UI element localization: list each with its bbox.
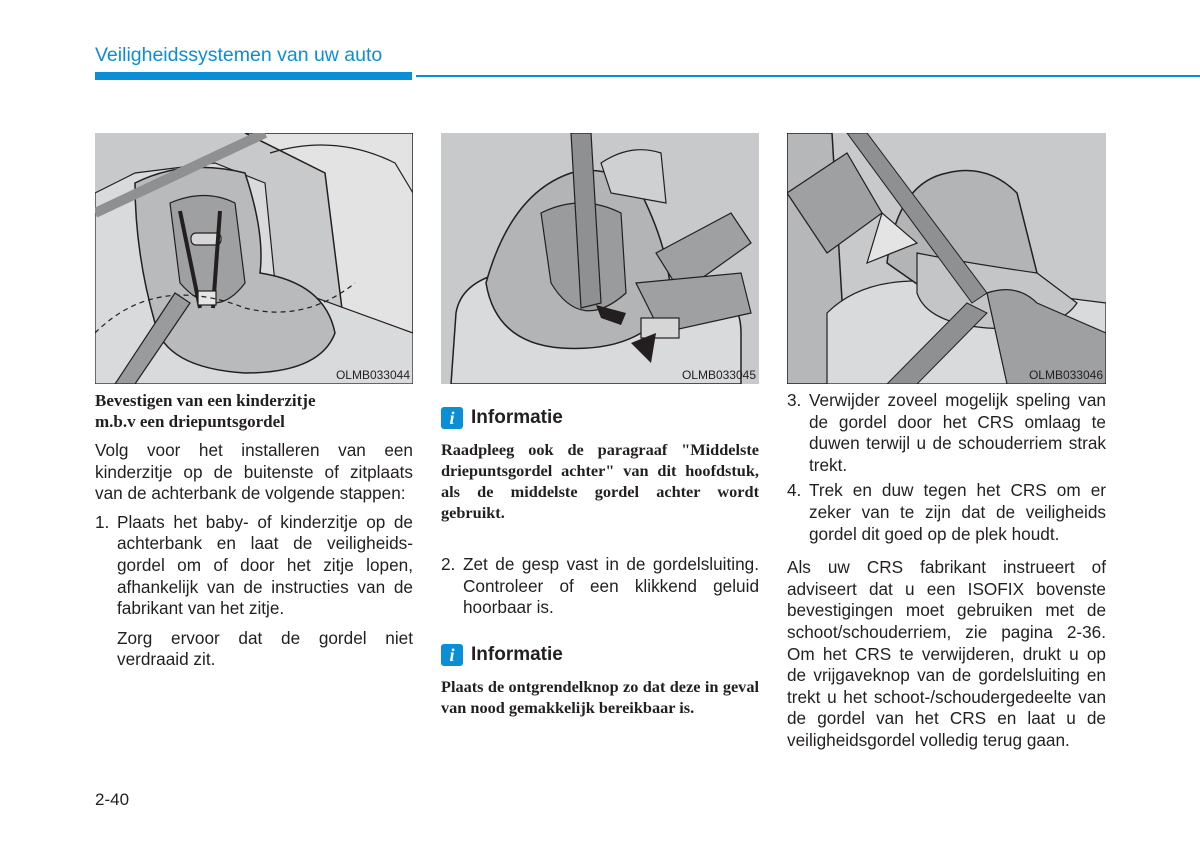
left-column: [95, 390, 413, 671]
info-icon: i: [441, 407, 463, 429]
step-text: Zet de gesp vast in de gordelsluiting. Controleer of een klikkend geluid hoorbaar is.: [463, 554, 759, 618]
step-text: Plaats het baby- of kinderzitje op de achterbank en laat de veiligheids-gordel om of door het zitje lopen, afhankelijk van de instructies van de fabrikant van het zitje.: [117, 511, 413, 619]
step-number: 2.: [441, 554, 456, 574]
info-icon: i: [441, 644, 463, 666]
info-text: Plaats de ontgrendelknop zo dat deze in geval van nood gemakkelijk bereikbaar is.: [441, 676, 759, 717]
step-number: 4.: [787, 480, 802, 501]
figure-tighten-belt: [787, 133, 1106, 384]
info-title: Informatie: [471, 643, 563, 665]
tighten-illustration: [787, 133, 1106, 384]
info-text: Raadpleeg ook de paragraaf "Middelste driepuntsgordel achter" van dit hoofdstuk, als de middelste gordel achter wordt gebruikt.: [441, 440, 759, 522]
intro-paragraph: Volg voor het installeren van een kinderzitje op de buitenste of zitplaats van de achterbank de volgende stappen:: [95, 440, 413, 504]
header-rule: [416, 75, 1200, 77]
figure-code: OLMB033045: [681, 368, 756, 382]
step-2: [441, 554, 759, 619]
step-1-note: Zorg ervoor dat de gordel niet verdraaid zit.: [117, 627, 413, 670]
section-heading-line2: m.b.v een driepuntsgordel: [95, 412, 285, 431]
figure-buckle-fastening: [441, 133, 759, 384]
figure-code: OLMB033046: [1028, 368, 1103, 382]
section-title: Veiligheidssystemen van uw auto: [95, 44, 383, 66]
info-box-header: [441, 407, 759, 429]
middle-column: [441, 407, 759, 718]
info-title: Informatie: [471, 407, 563, 428]
child-seat-illustration: [95, 133, 413, 384]
info-box-header: [441, 644, 759, 666]
page-number: 2-40: [95, 790, 130, 809]
step-number: 3.: [787, 390, 802, 410]
step-text: Verwijder zoveel mogelijk speling van de gordel door het CRS omlaag te duwen terwijl u de schouderriem strak trekt.: [809, 390, 1106, 475]
right-column: [787, 390, 1106, 752]
section-heading: [95, 390, 413, 432]
header-accent-bar: [95, 72, 412, 80]
step-4: [787, 480, 1106, 545]
step-number: 1.: [95, 511, 110, 532]
closing-paragraph: Als uw CRS fabrikant instrueert of adviseert dat u een ISOFIX bovenste bevestigingen moet gebruiken met de schoot/schouderriem, zie pagina 2-36. Om het CRS te verwijderen, drukt u op de vrijgaveknop van de gordelsluiting en trekt u het schoot-/schoudergedeelte van de gordel van het CRS en laat u de veiligheidsgordel volledig terug gaan.: [787, 557, 1106, 750]
step-1: [95, 512, 413, 620]
section-heading-line1: Bevestigen van een kinderzitje: [95, 391, 316, 410]
figure-child-seat-installed: [95, 133, 413, 384]
buckle-illustration: [441, 133, 759, 384]
step-3: [787, 390, 1106, 476]
step-text: Trek en duw tegen het CRS om er zeker van te zijn dat de veiligheids gordel dit goed op de plek houdt.: [809, 480, 1106, 544]
figure-code: OLMB033044: [335, 368, 410, 382]
